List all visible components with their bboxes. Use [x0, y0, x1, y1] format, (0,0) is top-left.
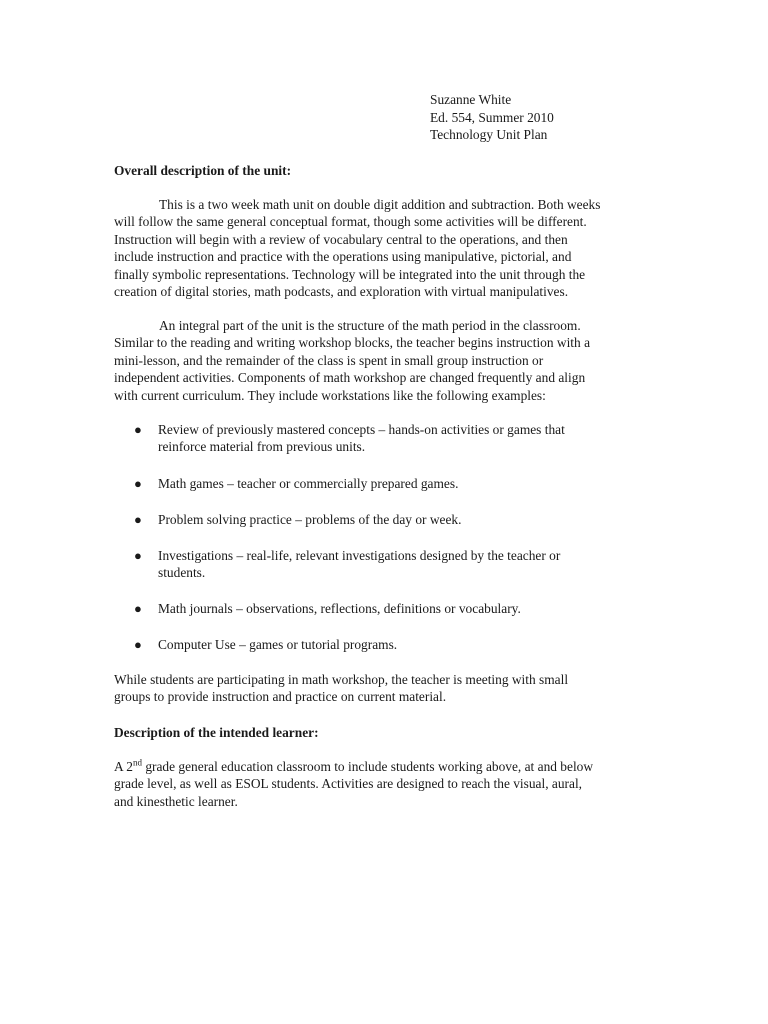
paragraph-line: finally symbolic representations. Technology will be integrated into the unit through the — [114, 266, 586, 282]
bullet-icon: ● — [134, 601, 142, 616]
ordinal-suffix: nd — [132, 757, 142, 768]
paragraph-line: with current curriculum. They include workstations like the following examples: — [114, 387, 546, 403]
grade-line-rest: grade general education classroom to include students working above, at and below — [141, 759, 594, 774]
paragraph-line: mini-lesson, and the remainder of the class is spent in small group instruction or — [114, 352, 544, 368]
paragraph-line: grade level, as well as ESOL students. Activities are designed to reach the visual, aural, — [114, 776, 583, 792]
author-name: Suzanne White — [430, 92, 512, 107]
paragraph-line: An integral part of the unit is the structure of the math period in the classroom. — [159, 318, 581, 333]
bullet-icon: ● — [134, 512, 142, 527]
list-item-text: Investigations – real-life, relevant investigations designed by the teacher or — [158, 548, 561, 563]
grade-prefix: A 2 — [114, 759, 133, 774]
list-item-text: Problem solving practice – problems of the day or week. — [158, 512, 462, 527]
list-item-text: Math games – teacher or commercially prepared games. — [158, 476, 459, 491]
list-item-text: Math journals – observations, reflections, definitions or vocabulary. — [158, 601, 521, 616]
course-info: Ed. 554, Summer 2010 — [430, 109, 554, 125]
paragraph-line: include instruction and practice with the operations using manipulative, pictorial, and — [114, 249, 572, 265]
paragraph-line: will follow the same general conceptual format, though some activities will be different. — [114, 214, 587, 230]
paragraph-line: While students are participating in math workshop, the teacher is meeting with small — [114, 672, 569, 687]
paragraph-line: This is a two week math unit on double digit addition and subtraction. Both weeks — [159, 197, 601, 212]
bullet-icon: ● — [134, 548, 142, 563]
list-item-text: students. — [158, 565, 206, 581]
paragraph-line: creation of digital stories, math podcasts, and exploration with virtual manipulatives. — [114, 284, 569, 300]
paragraph-line: independent activities. Components of math workshop are changed frequently and align — [114, 370, 586, 386]
paragraph-line: and kinesthetic learner. — [114, 793, 238, 809]
paragraph-small-groups — [114, 671, 654, 706]
list-item-text: reinforce material from previous units. — [158, 439, 366, 455]
document-title: Technology Unit Plan — [430, 127, 548, 142]
paragraph-intended-learner — [114, 758, 654, 810]
section-heading-overall: Overall description of the unit: — [114, 163, 292, 178]
paragraph-unit-description — [114, 196, 654, 300]
paragraph-line: groups to provide instruction and practice on current material. — [114, 689, 447, 705]
section-heading-learner: Description of the intended learner: — [114, 725, 319, 740]
paragraph-line — [114, 758, 654, 775]
bullet-icon: ● — [134, 476, 142, 491]
list-item-text: Computer Use – games or tutorial programs. — [158, 637, 398, 652]
bullet-icon: ● — [134, 637, 142, 652]
paragraph-line: Similar to the reading and writing workshop blocks, the teacher begins instruction with a — [114, 335, 591, 351]
paragraph-workshop-structure — [114, 317, 654, 404]
bullet-icon: ● — [134, 422, 142, 437]
author-header — [430, 91, 554, 144]
paragraph-line: Instruction will begin with a review of vocabulary central to the operations, and then — [114, 231, 568, 247]
list-item-text: Review of previously mastered concepts – hands-on activities or games that — [158, 422, 565, 437]
